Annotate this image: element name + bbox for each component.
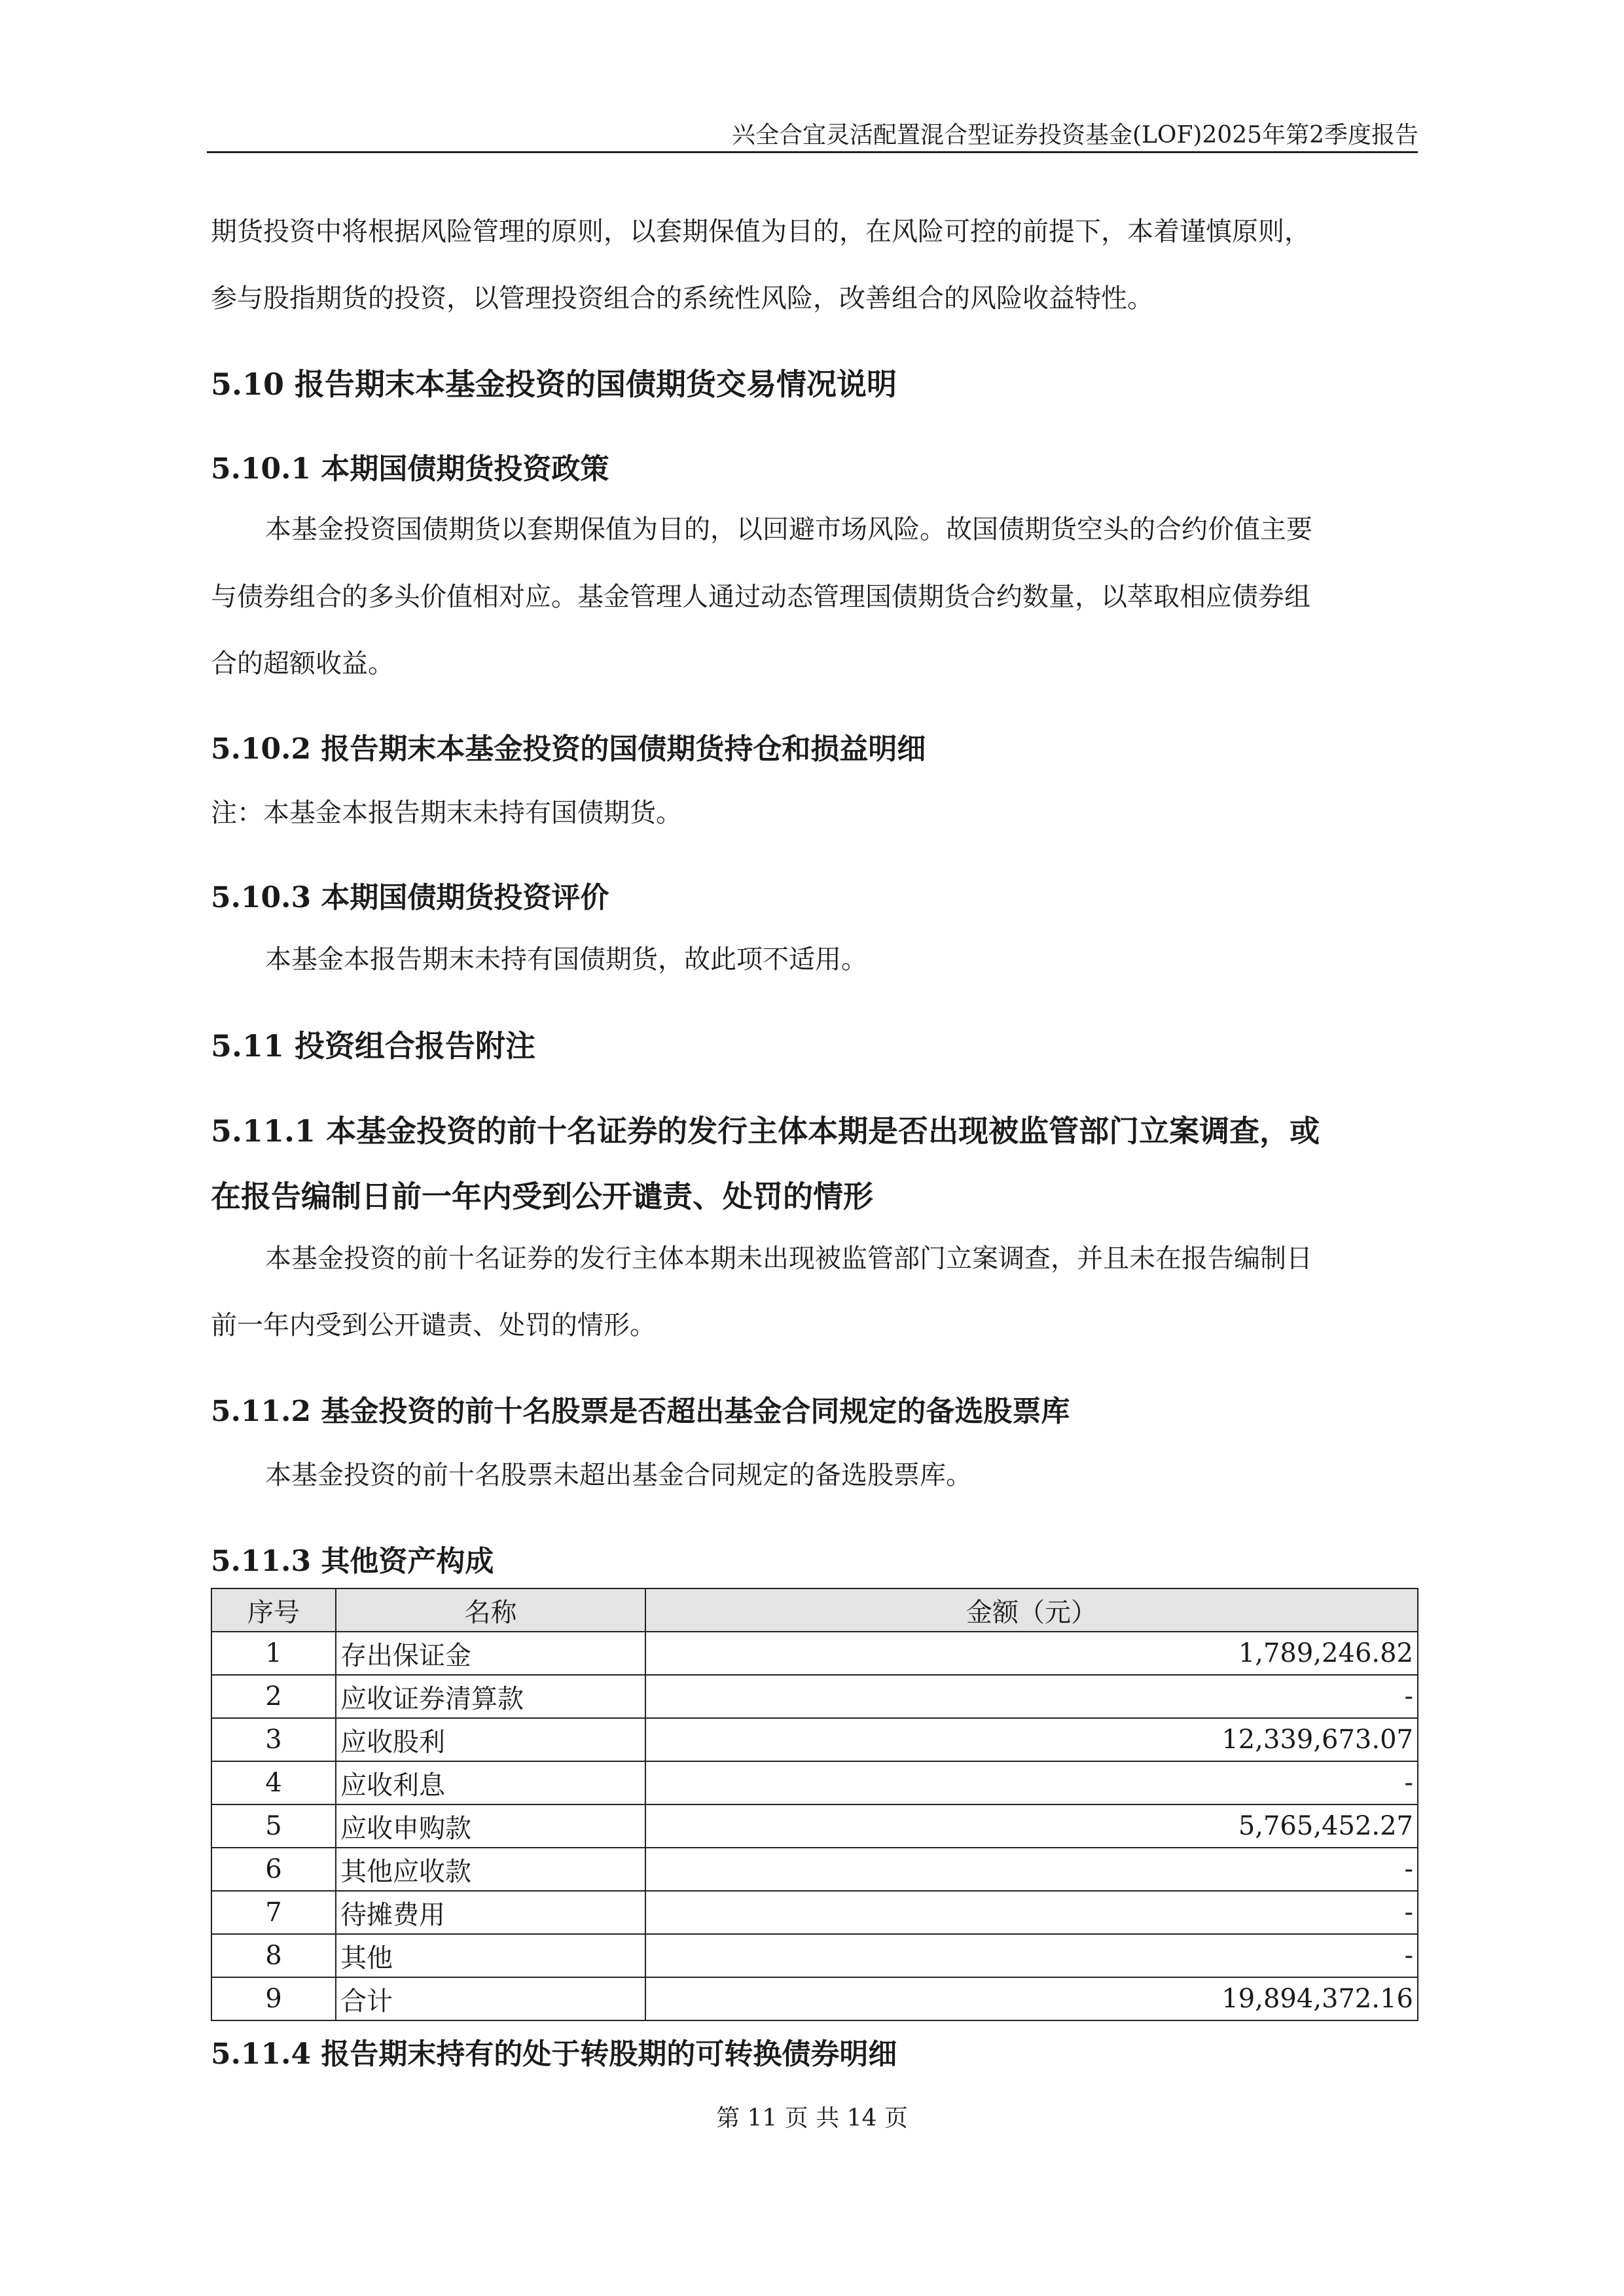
row-index: 4 <box>211 1761 336 1804</box>
section-5-10-2-heading: 5.10.2 报告期末本基金投资的国债期货持仓和损益明细 <box>211 732 926 766</box>
row-index: 6 <box>211 1848 336 1891</box>
row-name: 合计 <box>336 1977 645 2020</box>
table-row <box>211 1934 1418 1977</box>
row-amount: - <box>645 1761 1418 1804</box>
section-5-10-1-heading: 5.10.1 本期国债期货投资政策 <box>211 452 609 486</box>
table-row <box>211 1718 1418 1761</box>
row-name: 应收利息 <box>336 1761 645 1804</box>
table-row <box>211 1848 1418 1891</box>
intro-paragraph-line-1: 期货投资中将根据风险管理的原则，以套期保值为目的，在风险可控的前提下，本着谨慎原则， <box>211 217 1310 247</box>
row-name: 其他应收款 <box>336 1848 645 1891</box>
row-amount: - <box>645 1848 1418 1891</box>
row-name: 其他 <box>336 1934 645 1977</box>
intro-paragraph-line-2: 参与股指期货的投资，以管理投资组合的系统性风险，改善组合的风险收益特性。 <box>211 283 1153 314</box>
table-row <box>211 1632 1418 1675</box>
section-5-10-1-line-2: 与债券组合的多头价值相对应。基金管理人通过动态管理国债期货合约数量，以萃取相应债券组 <box>211 582 1310 612</box>
document-header-title: 兴全合宜灵活配置混合型证券投资基金(LOF)2025年第2季度报告 <box>731 122 1418 149</box>
other-assets-table <box>211 1588 1418 2021</box>
row-index: 7 <box>211 1891 336 1934</box>
row-name: 应收证券清算款 <box>336 1675 645 1718</box>
section-5-11-1-line-2: 前一年内受到公开谴责、处罚的情形。 <box>211 1310 656 1340</box>
section-5-10-3-text: 本基金本报告期末未持有国债期货，故此项不适用。 <box>265 944 867 975</box>
row-amount: - <box>645 1675 1418 1718</box>
row-amount: 12,339,673.07 <box>645 1718 1418 1761</box>
row-index: 8 <box>211 1934 336 1977</box>
section-5-10-1-line-3: 合的超额收益。 <box>211 649 394 679</box>
header-cell-index: 序号 <box>211 1588 336 1632</box>
section-5-11-1-heading-line-1: 5.11.1 本基金投资的前十名证券的发行主体本期是否出现被监管部门立案调查，或 <box>211 1113 1320 1149</box>
section-5-11-heading: 5.11 投资组合报告附注 <box>211 1028 536 1064</box>
header-cell-name: 名称 <box>336 1588 645 1632</box>
header-divider <box>207 151 1418 153</box>
row-name: 存出保证金 <box>336 1632 645 1675</box>
row-name: 应收股利 <box>336 1718 645 1761</box>
table-row <box>211 1761 1418 1804</box>
row-amount: - <box>645 1891 1418 1934</box>
table-row <box>211 1891 1418 1934</box>
row-index: 5 <box>211 1804 336 1848</box>
header-cell-amount: 金额（元） <box>645 1588 1418 1632</box>
row-index: 9 <box>211 1977 336 2020</box>
table-row <box>211 1804 1418 1848</box>
row-amount: 1,789,246.82 <box>645 1632 1418 1675</box>
section-5-11-3-heading: 5.11.3 其他资产构成 <box>211 1545 494 1578</box>
section-5-10-3-heading: 5.10.3 本期国债期货投资评价 <box>211 881 609 914</box>
row-index: 3 <box>211 1718 336 1761</box>
page-number-footer: 第 11 页 共 14 页 <box>716 2105 908 2132</box>
row-index: 2 <box>211 1675 336 1718</box>
section-5-11-4-heading: 5.11.4 报告期末持有的处于转股期的可转换债券明细 <box>211 2037 897 2071</box>
section-5-10-2-note: 注：本基金本报告期末未持有国债期货。 <box>211 798 682 828</box>
section-5-11-1-heading-line-2: 在报告编制日前一年内受到公开谴责、处罚的情形 <box>211 1179 873 1214</box>
row-name: 应收申购款 <box>336 1804 645 1848</box>
row-name: 待摊费用 <box>336 1891 645 1934</box>
section-5-10-1-line-1: 本基金投资国债期货以套期保值为目的，以回避市场风险。故国债期货空头的合约价值主要 <box>265 514 1312 545</box>
section-5-11-2-text: 本基金投资的前十名股票未超出基金合同规定的备选股票库。 <box>265 1460 972 1490</box>
table-header-row <box>211 1588 1418 1632</box>
row-amount: - <box>645 1934 1418 1977</box>
row-index: 1 <box>211 1632 336 1675</box>
table-row-total <box>211 1977 1418 2020</box>
table-row <box>211 1675 1418 1718</box>
section-5-10-heading: 5.10 报告期末本基金投资的国债期货交易情况说明 <box>211 367 897 402</box>
row-amount: 19,894,372.16 <box>645 1977 1418 2020</box>
row-amount: 5,765,452.27 <box>645 1804 1418 1848</box>
section-5-11-2-heading: 5.11.2 基金投资的前十名股票是否超出基金合同规定的备选股票库 <box>211 1395 1070 1428</box>
section-5-11-1-line-1: 本基金投资的前十名证券的发行主体本期未出现被监管部门立案调查，并且未在报告编制日 <box>265 1244 1312 1274</box>
